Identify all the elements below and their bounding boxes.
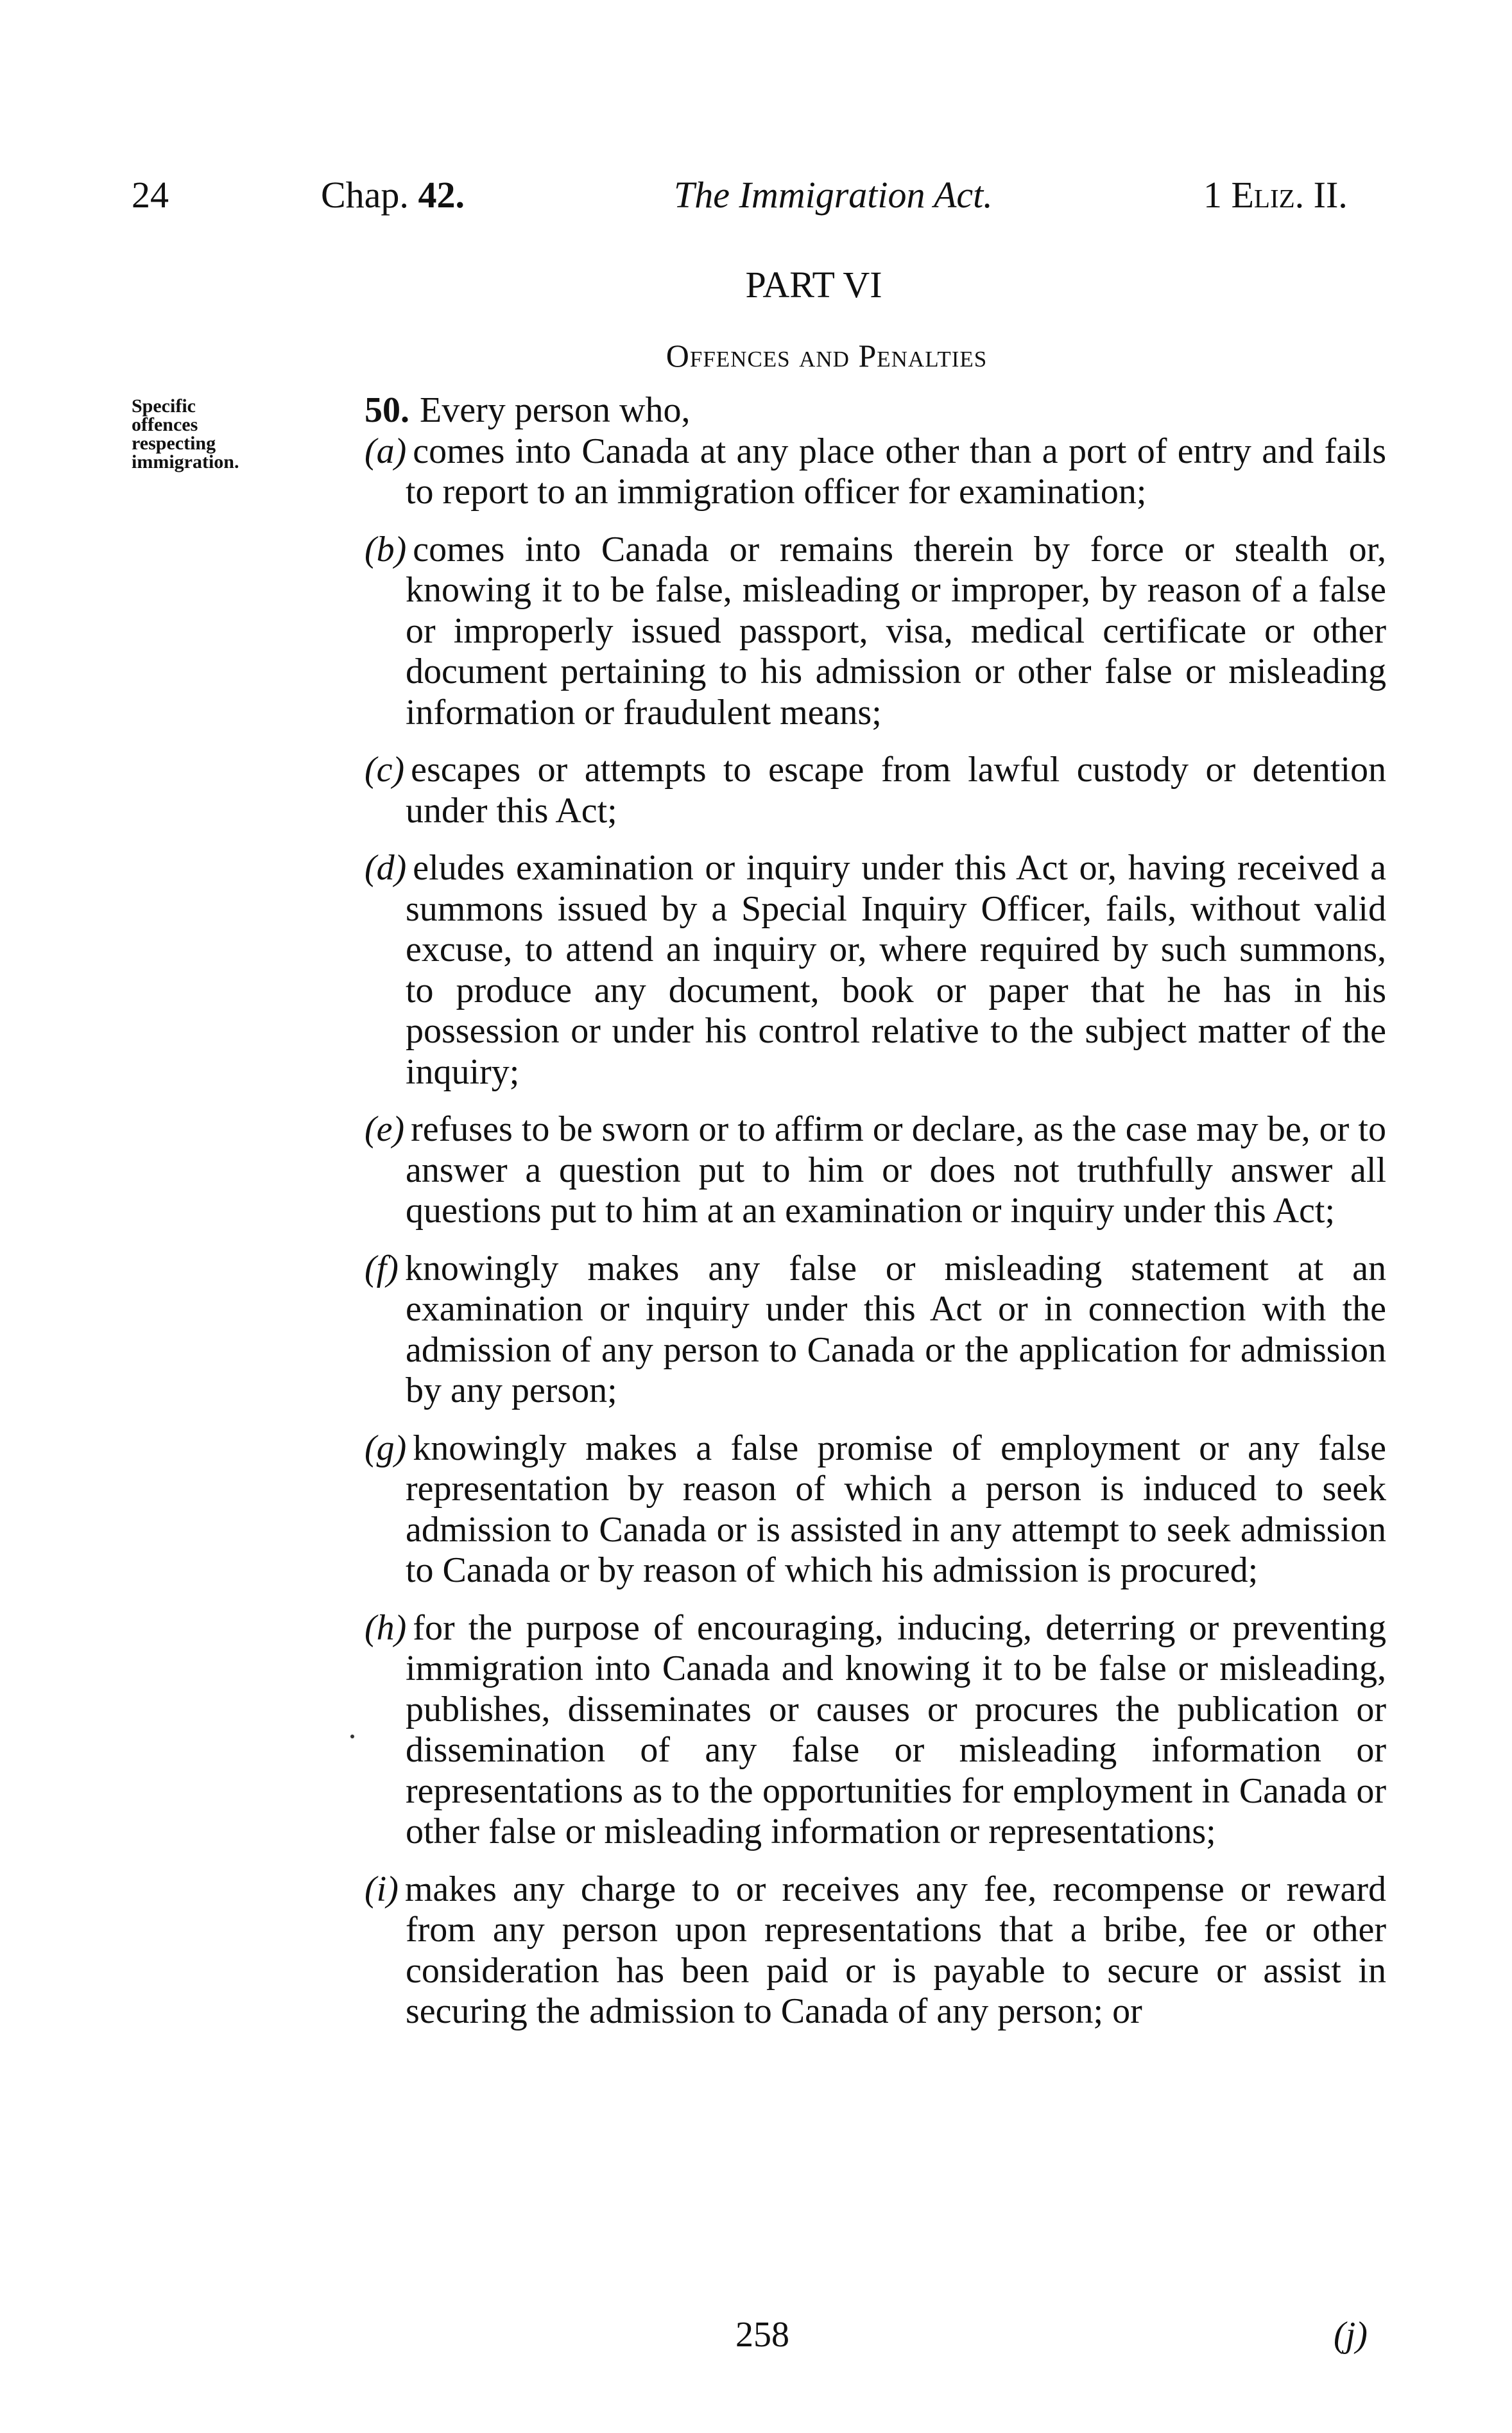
- clause-letter: (i): [365, 1869, 399, 1909]
- clause-letter: (d): [365, 848, 407, 888]
- clause-letter: (a): [365, 431, 407, 471]
- section-body: [365, 390, 1386, 2049]
- clause-text: makes any charge to or receives any fee, recompense or reward from any person upon representations that a bribe, fee or other consideration has been paid or is payable to secure or assist in securing the admission to Canada of any person; or: [404, 1869, 1386, 2031]
- clause-g: [365, 1428, 1386, 1591]
- header-chapter-prefix: Chap.: [321, 174, 409, 216]
- clause-b: [365, 530, 1386, 734]
- section-intro: [365, 390, 1386, 431]
- header-chapter-number: 42.: [418, 174, 465, 216]
- clause-letter: (c): [365, 750, 405, 790]
- clause-text: knowingly makes a false promise of employment or any false representation by reason of which a person is induced to seek admission to Canada or is assisted in any attempt to seek admission to Canada or by reason of which his admission is procured;: [406, 1428, 1386, 1590]
- clause-text: knowingly makes any false or misleading statement at an examination or inquiry under this Act or in connection with the admission of any person to Canada or the application for admission by any person;: [404, 1248, 1386, 1410]
- clause-text: comes into Canada at any place other than a port of entry and fails to report to an immigration officer for examination;: [406, 431, 1386, 512]
- clause-text: comes into Canada or remains therein by force or stealth or, knowing it to be false, misleading or improper, by reason of a false or improperly issued passport, visa, medical certificate or other document pertaining to his admission or other false or misleading information or fraudulent means;: [406, 529, 1386, 732]
- header-chapter: [321, 173, 465, 216]
- clause-c: [365, 750, 1386, 831]
- clause-text: escapes or attempts to escape from lawful custody or detention under this Act;: [406, 750, 1386, 831]
- clause-e: [365, 1109, 1386, 1232]
- marginal-note-line: offences: [132, 414, 198, 435]
- clause-letter: (g): [365, 1428, 407, 1468]
- header-page-number: 24: [132, 174, 169, 216]
- running-header: [0, 173, 1512, 231]
- clause-letter: (e): [365, 1109, 405, 1149]
- section-number: 50.: [365, 390, 409, 430]
- header-act-title: The Immigration Act.: [674, 174, 993, 216]
- part-subtitle: Offences and Penalties: [666, 338, 988, 374]
- print-speck: [350, 1735, 354, 1738]
- catchword: (j): [1334, 2315, 1368, 2355]
- part-title: PART VI: [745, 264, 882, 306]
- marginal-note: [132, 397, 311, 471]
- clause-a: [365, 431, 1386, 513]
- header-year-sovereign: Eliz.: [1231, 174, 1305, 216]
- clause-i: [365, 1869, 1386, 2032]
- marginal-note-line: respecting: [132, 433, 216, 454]
- clause-letter: (f): [365, 1248, 399, 1288]
- clause-h: [365, 1608, 1386, 1853]
- header-year-prefix: 1: [1203, 174, 1222, 216]
- marginal-note-line: Specific: [132, 395, 196, 417]
- clause-letter: (b): [365, 529, 407, 569]
- header-regnal-year: [1203, 173, 1348, 216]
- clause-d: [365, 848, 1386, 1093]
- header-year-suffix: II.: [1313, 174, 1348, 216]
- clause-text: for the purpose of encouraging, inducing, deterring or preventing immigration into Canada and knowing it to be false or misleading, publishes, disseminates or causes or procures the publication or dissemination of any false or misleading information or representations as to the opportunities for employment in Canada or other false or misleading information or representations;: [406, 1607, 1386, 1851]
- section-intro-text: Every person who,: [420, 390, 691, 430]
- marginal-note-line: immigration.: [132, 451, 239, 472]
- footer-page-number: 258: [735, 2315, 789, 2355]
- clause-letter: (h): [365, 1607, 407, 1648]
- clause-f: [365, 1249, 1386, 1412]
- clause-text: eludes examination or inquiry under this Act or, having received a summons issued by a Special Inquiry Officer, fails, without valid excuse, to attend an inquiry or, where required by such summons, to produce any document, book or paper that he has in his possession or under his control relative to the subject matter of the inquiry;: [406, 848, 1386, 1092]
- clause-text: refuses to be sworn or to affirm or declare, as the case may be, or to answer a question put to him or does not truthfully answer all questions put to him at an examination or inquiry under this Act;: [406, 1109, 1386, 1231]
